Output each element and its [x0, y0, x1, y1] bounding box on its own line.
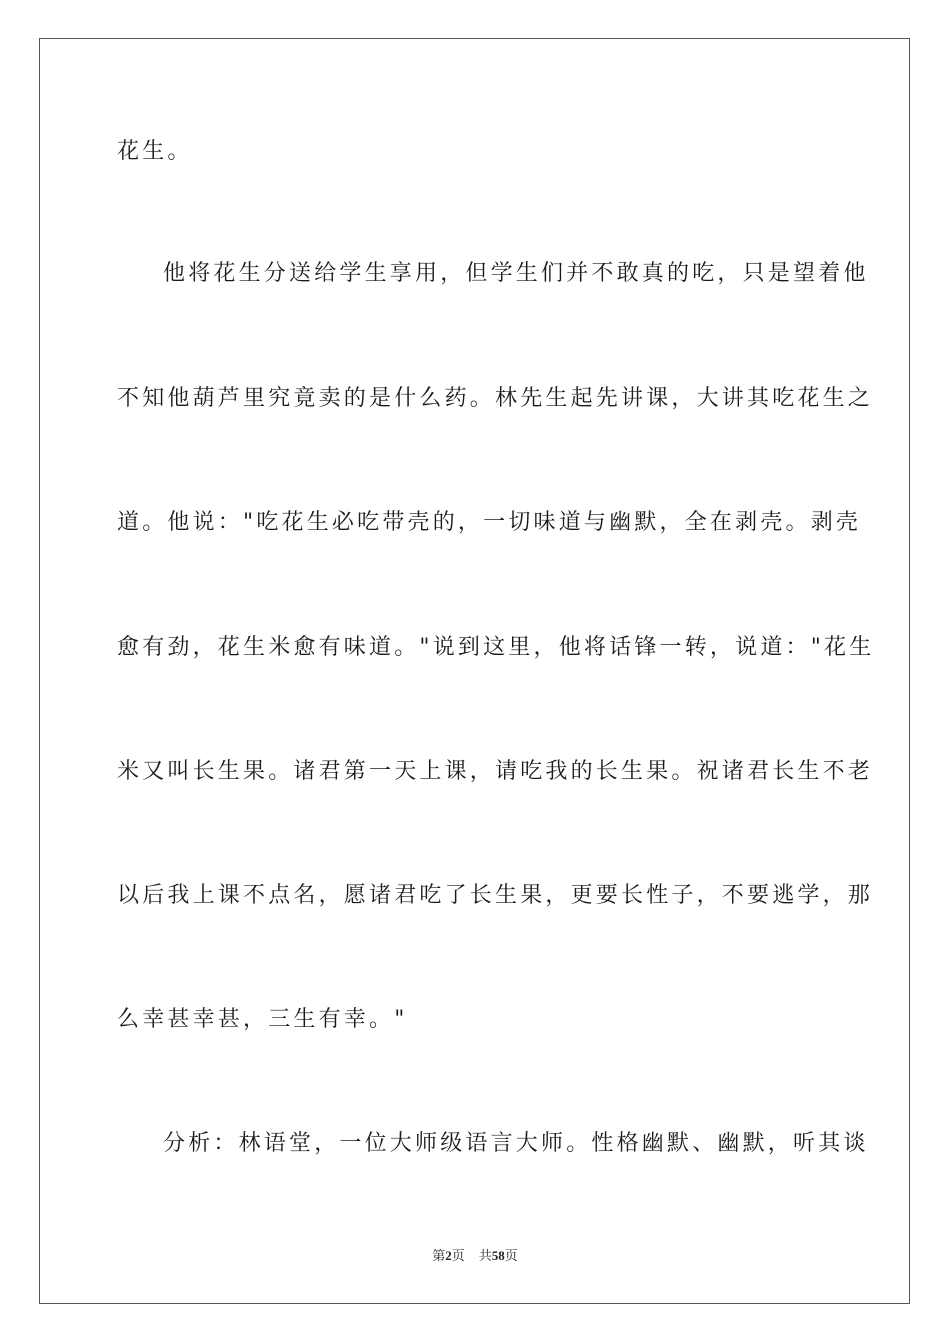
page-frame: [39, 38, 910, 1304]
paragraph-start-line: 分析：林语堂，一位大师级语言大师。性格幽默、幽默，听其谈: [163, 1131, 869, 1156]
text-line: 不知他葫芦里究竟卖的是什么药。林先生起先讲课，大讲其吃花生之: [117, 386, 874, 411]
page-prefix: 第: [432, 1249, 446, 1264]
text-line: 道。他说："吃花生必吃带壳的，一切味道与幽默，全在剥壳。剥壳: [117, 510, 862, 535]
total-suffix: 页: [504, 1249, 518, 1264]
total-prefix: 共: [478, 1249, 492, 1264]
paragraph-start-line: 他将花生分送给学生享用，但学生们并不敢真的吃，只是望着他: [163, 261, 869, 286]
page-footer: [0, 1247, 950, 1266]
page-number: 2: [445, 1248, 452, 1263]
text-line: 米又叫长生果。诸君第一天上课，请吃我的长生果。祝诸君长生不老: [117, 759, 874, 784]
text-line: 么幸甚幸甚，三生有幸。": [117, 1007, 408, 1032]
text-line: 以后我上课不点名，愿诸君吃了长生果，更要长性子，不要逃学，那: [117, 883, 874, 908]
page-suffix: 页: [451, 1249, 465, 1264]
text-line: 花生。: [117, 139, 193, 164]
total-pages: 58: [491, 1248, 505, 1263]
text-line: 愈有劲，花生米愈有味道。"说到这里，他将话锋一转，说道："花生: [117, 635, 875, 660]
